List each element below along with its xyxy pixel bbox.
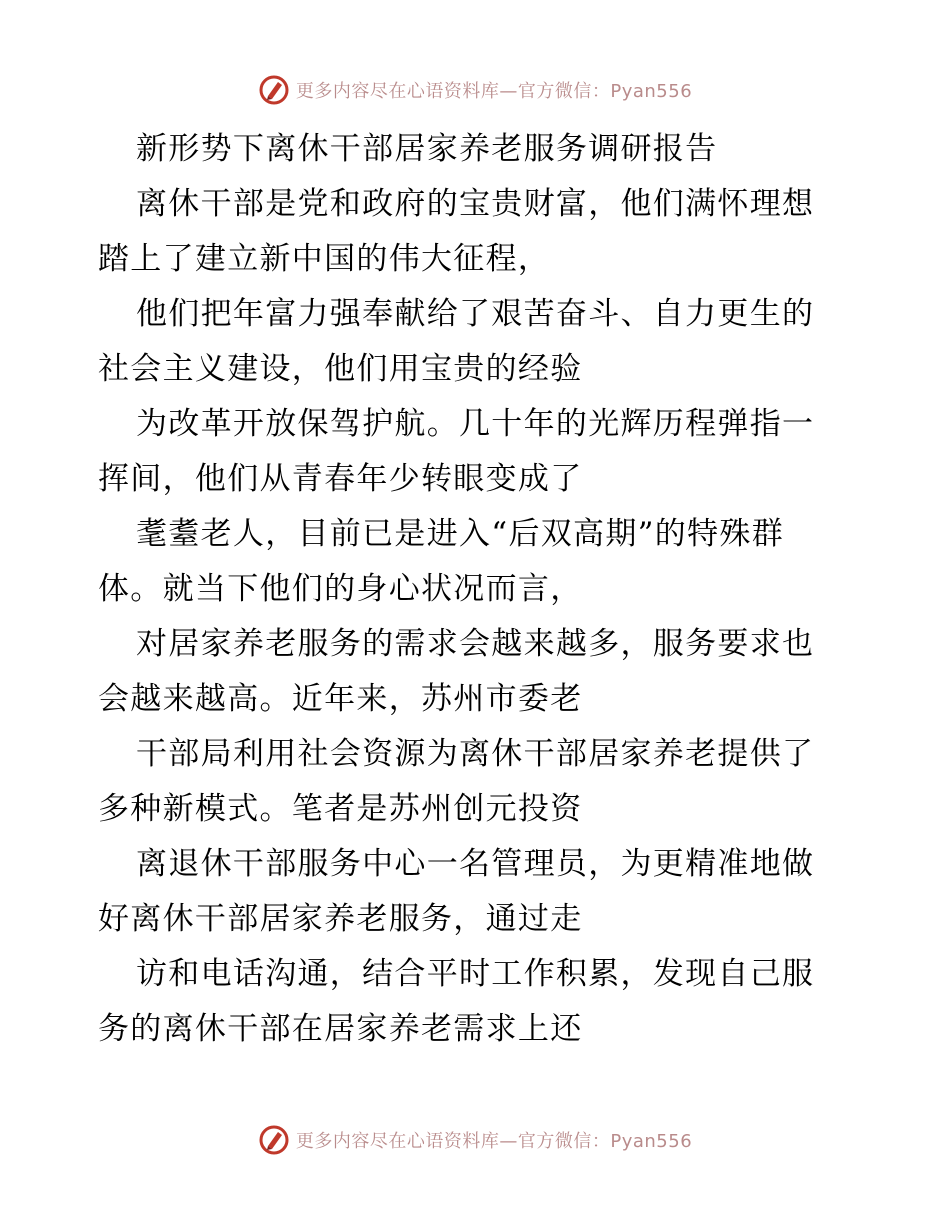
footer-watermark (0, 1120, 950, 1160)
text-line: 好离休干部居家养老服务，通过走 (98, 901, 583, 937)
paragraph (98, 837, 858, 947)
pen-logo-icon (258, 74, 290, 106)
document-body (98, 122, 858, 1057)
text-line: 社会主义建设，他们用宝贵的经验 (98, 351, 583, 387)
header-watermark (0, 70, 950, 110)
text-line: 离退休干部服务中心一名管理员，为更精准地做 (136, 846, 815, 882)
paragraph (98, 177, 858, 287)
paragraph (98, 617, 858, 727)
text-line: 踏上了建立新中国的伟大征程， (98, 241, 551, 277)
text-line: 新形势下离休干部居家养老服务调研报告 (136, 131, 718, 167)
paragraph (98, 507, 858, 617)
text-line: 耄耋老人，目前已是进入“后双高期”的特殊群 (136, 516, 784, 552)
paragraph (98, 727, 858, 837)
text-line: 干部局利用社会资源为离休干部居家养老提供了 (136, 736, 815, 772)
paragraph (98, 947, 858, 1057)
text-line: 体。就当下他们的身心状况而言， (98, 571, 583, 607)
paragraph (98, 287, 858, 397)
text-line: 对居家养老服务的需求会越来越多，服务要求也 (136, 626, 815, 662)
text-line: 多种新模式。笔者是苏州创元投资 (98, 791, 583, 827)
text-line: 他们把年富力强奉献给了艰苦奋斗、自力更生的 (136, 296, 815, 332)
watermark-text: 更多内容尽在心语资料库—官方微信：Pyan556 (295, 81, 693, 102)
text-line: 会越来越高。近年来，苏州市委老 (98, 681, 583, 717)
watermark-text: 更多内容尽在心语资料库—官方微信：Pyan556 (295, 1131, 693, 1152)
text-line: 访和电话沟通，结合平时工作积累，发现自己服 (136, 956, 815, 992)
paragraph (98, 397, 858, 507)
text-line: 为改革开放保驾护航。几十年的光辉历程弹指一 (136, 406, 815, 442)
pen-logo-icon (258, 1124, 290, 1156)
text-line: 离休干部是党和政府的宝贵财富，他们满怀理想 (136, 186, 815, 222)
text-line: 挥间，他们从青春年少转眼变成了 (98, 461, 583, 497)
document-title (98, 122, 858, 177)
text-line: 务的离休干部在居家养老需求上还 (98, 1011, 583, 1047)
